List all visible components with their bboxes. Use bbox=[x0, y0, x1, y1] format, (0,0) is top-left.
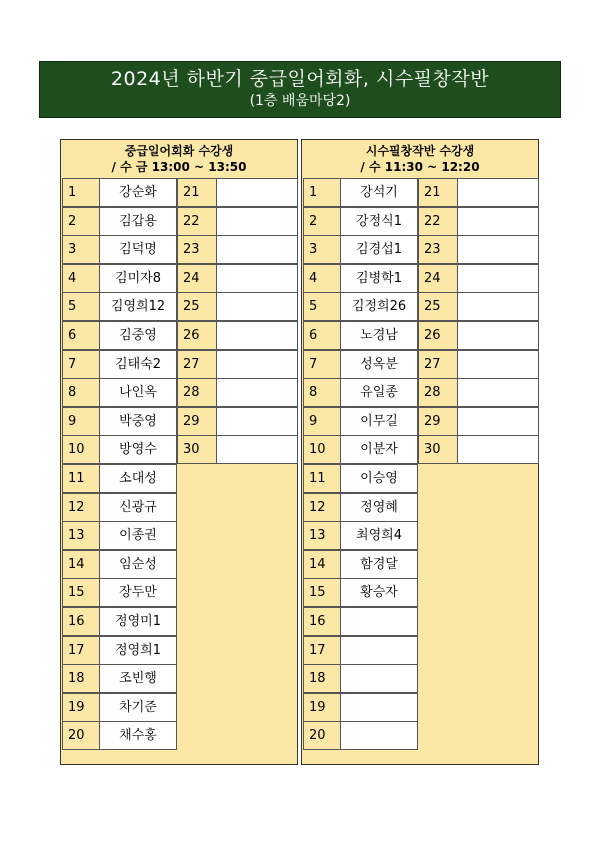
empty-cell bbox=[457, 264, 539, 293]
student-name bbox=[340, 607, 418, 636]
empty-cell bbox=[216, 207, 298, 236]
row-number: 4 bbox=[303, 264, 341, 293]
row-number: 16 bbox=[62, 607, 100, 636]
row-number-right: 27 bbox=[177, 350, 217, 379]
student-name bbox=[340, 636, 418, 665]
student-name: 강순화 bbox=[99, 178, 177, 207]
row-number: 16 bbox=[303, 607, 341, 636]
panel-heading bbox=[302, 140, 538, 178]
row-number: 8 bbox=[62, 378, 100, 407]
row-number: 5 bbox=[303, 292, 341, 321]
row-number-right: 25 bbox=[418, 292, 458, 321]
row-number-right: 26 bbox=[418, 321, 458, 350]
row-number: 3 bbox=[303, 235, 341, 264]
row-number-right: 26 bbox=[177, 321, 217, 350]
panel-heading-line2: / 수 11:30 ~ 12:20 bbox=[360, 160, 480, 174]
row-number: 19 bbox=[303, 693, 341, 722]
row-number: 9 bbox=[62, 407, 100, 436]
empty-cell bbox=[216, 321, 298, 350]
row-number: 4 bbox=[62, 264, 100, 293]
student-name: 김정희26 bbox=[340, 292, 418, 321]
empty-cell bbox=[216, 292, 298, 321]
row-number-right: 22 bbox=[418, 207, 458, 236]
empty-cell bbox=[216, 435, 298, 464]
student-name: 채수홍 bbox=[99, 721, 177, 750]
row-number-right: 21 bbox=[177, 178, 217, 207]
row-number: 11 bbox=[303, 464, 341, 493]
row-number-right: 29 bbox=[418, 407, 458, 436]
page-title: 2024년 하반기 중급일어회화, 시수필창작반 bbox=[110, 68, 490, 90]
student-name: 함경달 bbox=[340, 550, 418, 579]
student-name bbox=[340, 664, 418, 693]
student-name: 나인옥 bbox=[99, 378, 177, 407]
student-name: 소대성 bbox=[99, 464, 177, 493]
row-number: 5 bbox=[62, 292, 100, 321]
row-number: 7 bbox=[303, 350, 341, 379]
empty-cell bbox=[457, 178, 539, 207]
empty-cell bbox=[216, 235, 298, 264]
student-name: 김갑용 bbox=[99, 207, 177, 236]
student-name: 김태숙2 bbox=[99, 350, 177, 379]
row-number: 1 bbox=[303, 178, 341, 207]
row-number: 8 bbox=[303, 378, 341, 407]
empty-cell bbox=[457, 435, 539, 464]
empty-cell bbox=[216, 178, 298, 207]
empty-cell bbox=[457, 292, 539, 321]
student-name: 차기준 bbox=[99, 693, 177, 722]
empty-cell bbox=[457, 407, 539, 436]
student-name: 최영희4 bbox=[340, 521, 418, 550]
row-number: 10 bbox=[62, 435, 100, 464]
title-banner bbox=[39, 61, 561, 118]
student-name: 정영혜 bbox=[340, 493, 418, 522]
row-number: 9 bbox=[303, 407, 341, 436]
row-number-right: 28 bbox=[418, 378, 458, 407]
student-name: 이무길 bbox=[340, 407, 418, 436]
row-number: 6 bbox=[62, 321, 100, 350]
row-number: 17 bbox=[303, 636, 341, 665]
student-name: 김병학1 bbox=[340, 264, 418, 293]
student-name: 방영수 bbox=[99, 435, 177, 464]
row-number: 11 bbox=[62, 464, 100, 493]
empty-cell bbox=[457, 207, 539, 236]
row-number: 14 bbox=[62, 550, 100, 579]
row-number: 18 bbox=[303, 664, 341, 693]
student-name: 노경남 bbox=[340, 321, 418, 350]
row-number-right: 21 bbox=[418, 178, 458, 207]
student-name: 이분자 bbox=[340, 435, 418, 464]
row-number: 2 bbox=[303, 207, 341, 236]
student-name: 김중영 bbox=[99, 321, 177, 350]
empty-cell bbox=[216, 264, 298, 293]
panel-heading-line1: 중급일어회화 수강생 bbox=[124, 144, 234, 158]
student-name: 김덕명 bbox=[99, 235, 177, 264]
row-number: 1 bbox=[62, 178, 100, 207]
row-number-right: 25 bbox=[177, 292, 217, 321]
row-number: 13 bbox=[303, 521, 341, 550]
student-name: 임순성 bbox=[99, 550, 177, 579]
row-number: 10 bbox=[303, 435, 341, 464]
student-name: 장두만 bbox=[99, 578, 177, 607]
row-number-right: 23 bbox=[418, 235, 458, 264]
student-name: 성옥분 bbox=[340, 350, 418, 379]
row-number-right: 27 bbox=[418, 350, 458, 379]
row-number-right: 24 bbox=[177, 264, 217, 293]
row-number-right: 29 bbox=[177, 407, 217, 436]
empty-cell bbox=[216, 407, 298, 436]
row-number-right: 28 bbox=[177, 378, 217, 407]
empty-cell bbox=[457, 350, 539, 379]
row-number: 18 bbox=[62, 664, 100, 693]
panel-heading-line2: / 수 금 13:00 ~ 13:50 bbox=[111, 160, 247, 174]
student-name: 박중영 bbox=[99, 407, 177, 436]
student-name bbox=[340, 721, 418, 750]
row-number: 15 bbox=[303, 578, 341, 607]
empty-cell bbox=[457, 235, 539, 264]
row-number: 17 bbox=[62, 636, 100, 665]
row-number: 12 bbox=[62, 493, 100, 522]
row-number: 13 bbox=[62, 521, 100, 550]
row-number: 20 bbox=[303, 721, 341, 750]
row-number: 20 bbox=[62, 721, 100, 750]
student-name: 이종권 bbox=[99, 521, 177, 550]
student-name: 김미자8 bbox=[99, 264, 177, 293]
row-number: 2 bbox=[62, 207, 100, 236]
student-name: 강정식1 bbox=[340, 207, 418, 236]
row-number: 6 bbox=[303, 321, 341, 350]
row-number: 7 bbox=[62, 350, 100, 379]
student-name: 황승자 bbox=[340, 578, 418, 607]
empty-cell bbox=[457, 321, 539, 350]
student-name: 정영미1 bbox=[99, 607, 177, 636]
student-name: 김영희12 bbox=[99, 292, 177, 321]
row-number-right: 22 bbox=[177, 207, 217, 236]
empty-cell bbox=[457, 378, 539, 407]
row-number: 14 bbox=[303, 550, 341, 579]
panel-heading-line1: 시수필창작반 수강생 bbox=[365, 144, 475, 158]
row-number: 12 bbox=[303, 493, 341, 522]
row-number-right: 30 bbox=[177, 435, 217, 464]
student-name: 정영희1 bbox=[99, 636, 177, 665]
student-name: 이승영 bbox=[340, 464, 418, 493]
panel-japanese-conversation bbox=[60, 139, 298, 765]
row-number-right: 23 bbox=[177, 235, 217, 264]
student-name: 김경섭1 bbox=[340, 235, 418, 264]
student-name bbox=[340, 693, 418, 722]
student-name: 신광규 bbox=[99, 493, 177, 522]
panel-essay-writing bbox=[301, 139, 539, 765]
empty-cell bbox=[216, 350, 298, 379]
panel-heading bbox=[61, 140, 297, 178]
page-subtitle: (1층 배움마당2) bbox=[249, 93, 351, 109]
student-name: 조빈행 bbox=[99, 664, 177, 693]
student-name: 강석기 bbox=[340, 178, 418, 207]
row-number-right: 30 bbox=[418, 435, 458, 464]
row-number: 3 bbox=[62, 235, 100, 264]
row-number: 15 bbox=[62, 578, 100, 607]
student-name: 유일종 bbox=[340, 378, 418, 407]
row-number: 19 bbox=[62, 693, 100, 722]
row-number-right: 24 bbox=[418, 264, 458, 293]
empty-cell bbox=[216, 378, 298, 407]
